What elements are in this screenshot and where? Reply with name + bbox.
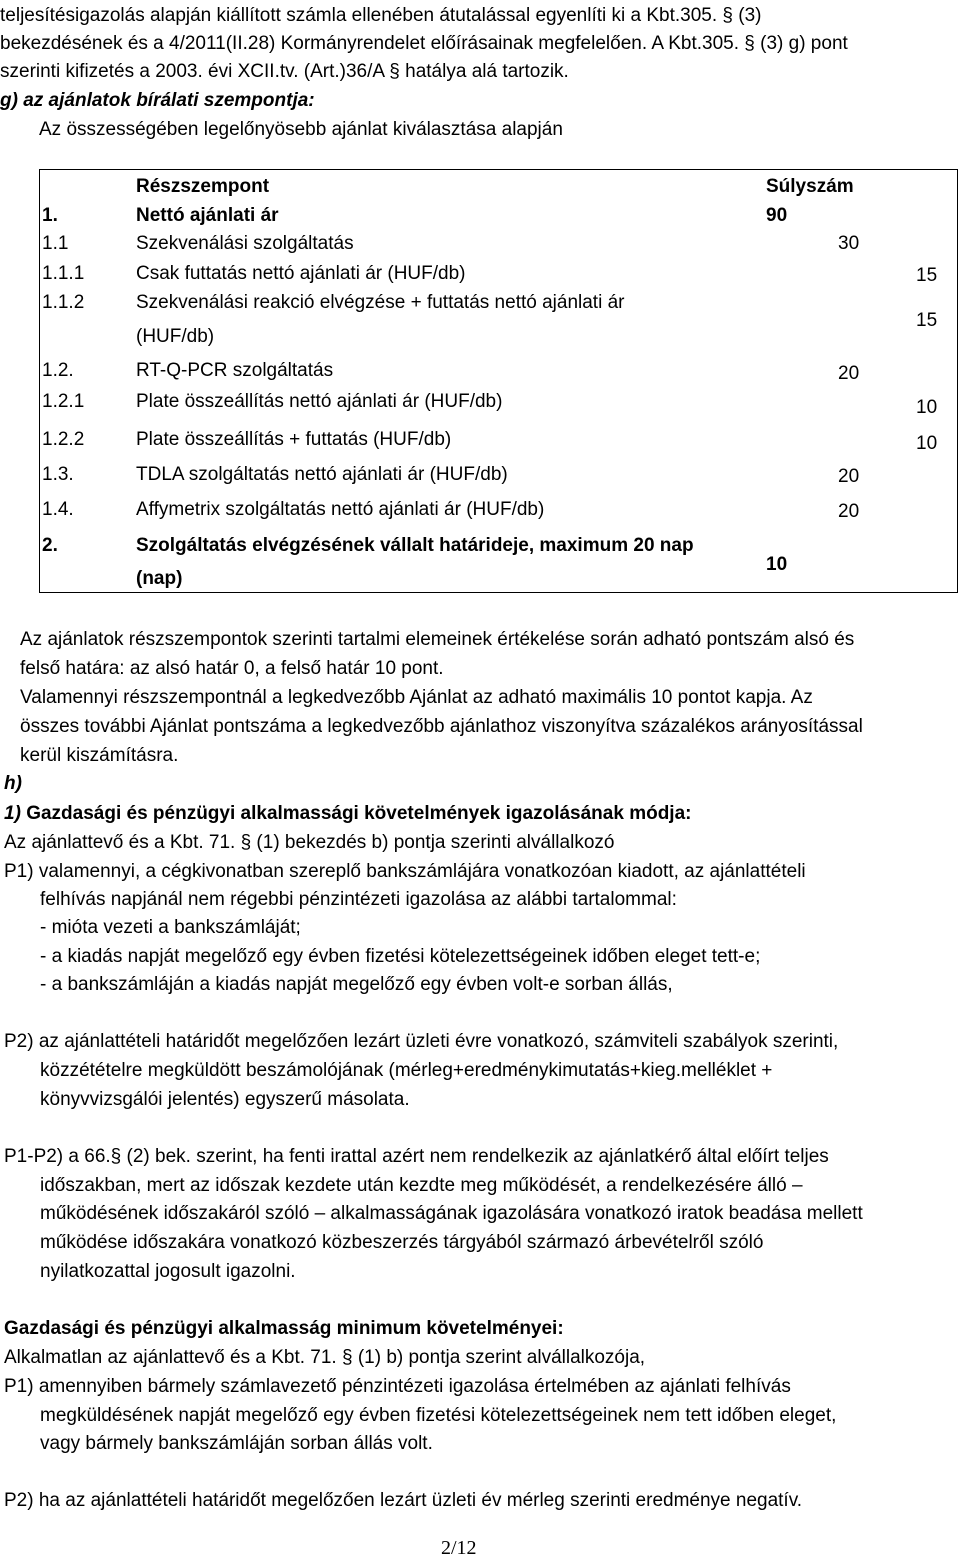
section-g-heading: g) az ajánlatok bírálati szempontja: — [0, 90, 315, 111]
row-label: Szekvenálási reakció elvégzése + futtatás nettó ajánlati ár — [136, 292, 625, 313]
row-weight: 30 — [838, 233, 860, 254]
row-weight: 10 — [766, 554, 788, 575]
intro-line-1: teljesítésigazolás alapján kiállított számla ellenében átutalással egyenlíti ki a Kbt.305. § (3) — [0, 5, 762, 26]
section-h-p1-item3: - a bankszámláján a kiadás napját megelőző egy évben volt-e sorban állás, — [40, 974, 673, 995]
row-num: 1.2. — [42, 360, 74, 381]
section-h-p1-item2: - a kiadás napját megelőző egy évben fizetési kötelezettségeinek időben eleget tett-e; — [40, 946, 761, 967]
row-num: 2. — [42, 535, 58, 556]
minimum-heading: Gazdasági és pénzügyi alkalmasság minimum követelményei: — [4, 1318, 564, 1339]
section-h-pp-line3: működésének időszakáról szóló – alkalmasságának igazolására vonatkozó iratok beadása mellett — [40, 1203, 863, 1224]
section-h-p1-line2: felhívás napjánál nem régebbi pénzintézeti igazolása az alábbi tartalommal: — [40, 889, 677, 910]
section-h-heading: h) — [4, 773, 22, 794]
row-label: RT-Q-PCR szolgáltatás — [136, 360, 334, 381]
row-weight: 20 — [838, 363, 860, 384]
intro-line-2: bekezdésének és a 4/2011(II.28) Kormányrendelet előírásainak megfelelően. A Kbt.305. § (3) g) pont — [0, 33, 848, 54]
section-h-pp-line1: P1-P2) a 66.§ (2) bek. szerint, ha fenti irattal azért nem rendelkezik az ajánlatkérő által előírt teljes — [4, 1146, 829, 1167]
row-num: 1.2.2 — [42, 429, 85, 450]
row-weight: 15 — [916, 310, 938, 331]
section-h-pp-line5: nyilatkozattal jogosult igazolni. — [40, 1261, 296, 1282]
row-num: 1.1 — [42, 233, 69, 254]
section-h-p2-line3: könyvvizsgálói jelentés) egyszerű másolata. — [40, 1089, 410, 1110]
row-label: Szolgáltatás elvégzésének vállalt határideje, maximum 20 nap — [136, 535, 694, 556]
section-h-p2-line1: P2) az ajánlattételi határidőt megelőzően lezárt üzleti évre vonatkozó, számviteli szabályok szerinti, — [4, 1031, 839, 1052]
row-num: 1.4. — [42, 499, 74, 520]
row-num: 1.2.1 — [42, 391, 85, 412]
section-h-p1-line1: P1) valamennyi, a cégkivonatban szereplő bankszámlájára vonatkozóan kiadott, az ajánlattételi — [4, 861, 806, 882]
scoring-p2-line2: összes további Ajánlat pontszáma a legkedvezőbb ajánlathoz viszonyítva százalékos arányosítással — [20, 716, 863, 737]
section-h-line-a: Az ajánlattevő és a Kbt. 71. § (1) bekezdés b) pontja szerinti alvállalkozó — [4, 832, 615, 853]
row-num: 1.1.1 — [42, 263, 85, 284]
row-label: Nettó ajánlati ár — [136, 205, 279, 226]
section-h-sub1-title — [4, 804, 691, 823]
minimum-p1-line3: vagy bármely bankszámláján sorban állás volt. — [40, 1433, 433, 1454]
section-h-p2-line2: közzétételre megküldött beszámolójának (mérleg+eredménykimutatás+kieg.melléklet + — [40, 1060, 773, 1081]
row-weight: 15 — [916, 265, 938, 286]
scoring-p1-line2: felső határa: az alsó határ 0, a felső határ 10 pont. — [20, 658, 444, 679]
row-label: Szekvenálási szolgáltatás — [136, 233, 354, 254]
row-label: TDLA szolgáltatás nettó ajánlati ár (HUF/db) — [136, 464, 508, 485]
intro-line-3: szerinti kifizetés a 2003. évi XCII.tv. (Art.)36/A § hatálya alá tartozik. — [0, 61, 569, 82]
minimum-p1-line1: P1) amennyiben bármely számlavezető pénzintézeti igazolása értelmében az ajánlati felhívás — [4, 1376, 791, 1397]
section-h-pp-line4: működése időszakára vonatkozó közbeszerzés tárgyából származó árbevételről szóló — [40, 1232, 764, 1253]
row-weight: 90 — [766, 205, 788, 226]
scoring-p2-line1: Valamennyi részszempontnál a legkedvezőbb Ajánlat az adható maximális 10 pontot kapja. Az — [20, 687, 813, 708]
row-weight: 20 — [838, 501, 860, 522]
minimum-line-a: Alkalmatlan az ajánlattevő és a Kbt. 71. § (1) b) pontja szerint alvállalkozója, — [4, 1347, 646, 1368]
row-label-cont: (nap) — [136, 568, 183, 589]
minimum-p2-line1: P2) ha az ajánlattételi határidőt megelőzően lezárt üzleti év mérleg szerinti eredménye negatív. — [4, 1490, 803, 1511]
section-h-p1-item1: - mióta vezeti a bankszámláját; — [40, 917, 301, 938]
row-num: 1. — [42, 205, 58, 226]
row-label-cont: (HUF/db) — [136, 326, 215, 347]
scoring-p1-line1: Az ajánlatok részszempontok szerinti tartalmi elemeinek értékelése során adható pontszám alsó és — [20, 629, 855, 650]
criteria-table — [39, 169, 958, 593]
row-weight: 20 — [838, 466, 860, 487]
table-header-subcriterion: Részszempont — [136, 176, 270, 197]
scoring-p2-line3: kerül kiszámításra. — [20, 745, 179, 766]
minimum-p1-line2: megküldésének napját megelőző egy évben fizetési kötelezettségeinek nem tett időben eleget, — [40, 1405, 837, 1426]
row-label: Plate összeállítás + futtatás (HUF/db) — [136, 429, 452, 450]
row-label: Csak futtatás nettó ajánlati ár (HUF/db) — [136, 263, 466, 284]
row-label: Affymetrix szolgáltatás nettó ajánlati ár (HUF/db) — [136, 499, 545, 520]
row-num: 1.3. — [42, 464, 74, 485]
section-h-sub1-prefix: 1) — [4, 803, 21, 824]
row-label: Plate összeállítás nettó ajánlati ár (HUF/db) — [136, 391, 503, 412]
section-h-pp-line2: időszakban, mert az időszak kezdete után kezdte meg működését, a rendelkezésére álló – — [40, 1175, 803, 1196]
row-num: 1.1.2 — [42, 292, 85, 313]
row-weight: 10 — [916, 433, 938, 454]
table-header-weight: Súlyszám — [766, 176, 854, 197]
section-g-subheading: Az összességében legelőnyösebb ajánlat kiválasztása alapján — [39, 119, 563, 140]
section-h-sub1-text: Gazdasági és pénzügyi alkalmassági követelmények igazolásának módja: — [26, 803, 692, 824]
row-weight: 10 — [916, 397, 938, 418]
page-number: 2/12 — [441, 1537, 477, 1559]
